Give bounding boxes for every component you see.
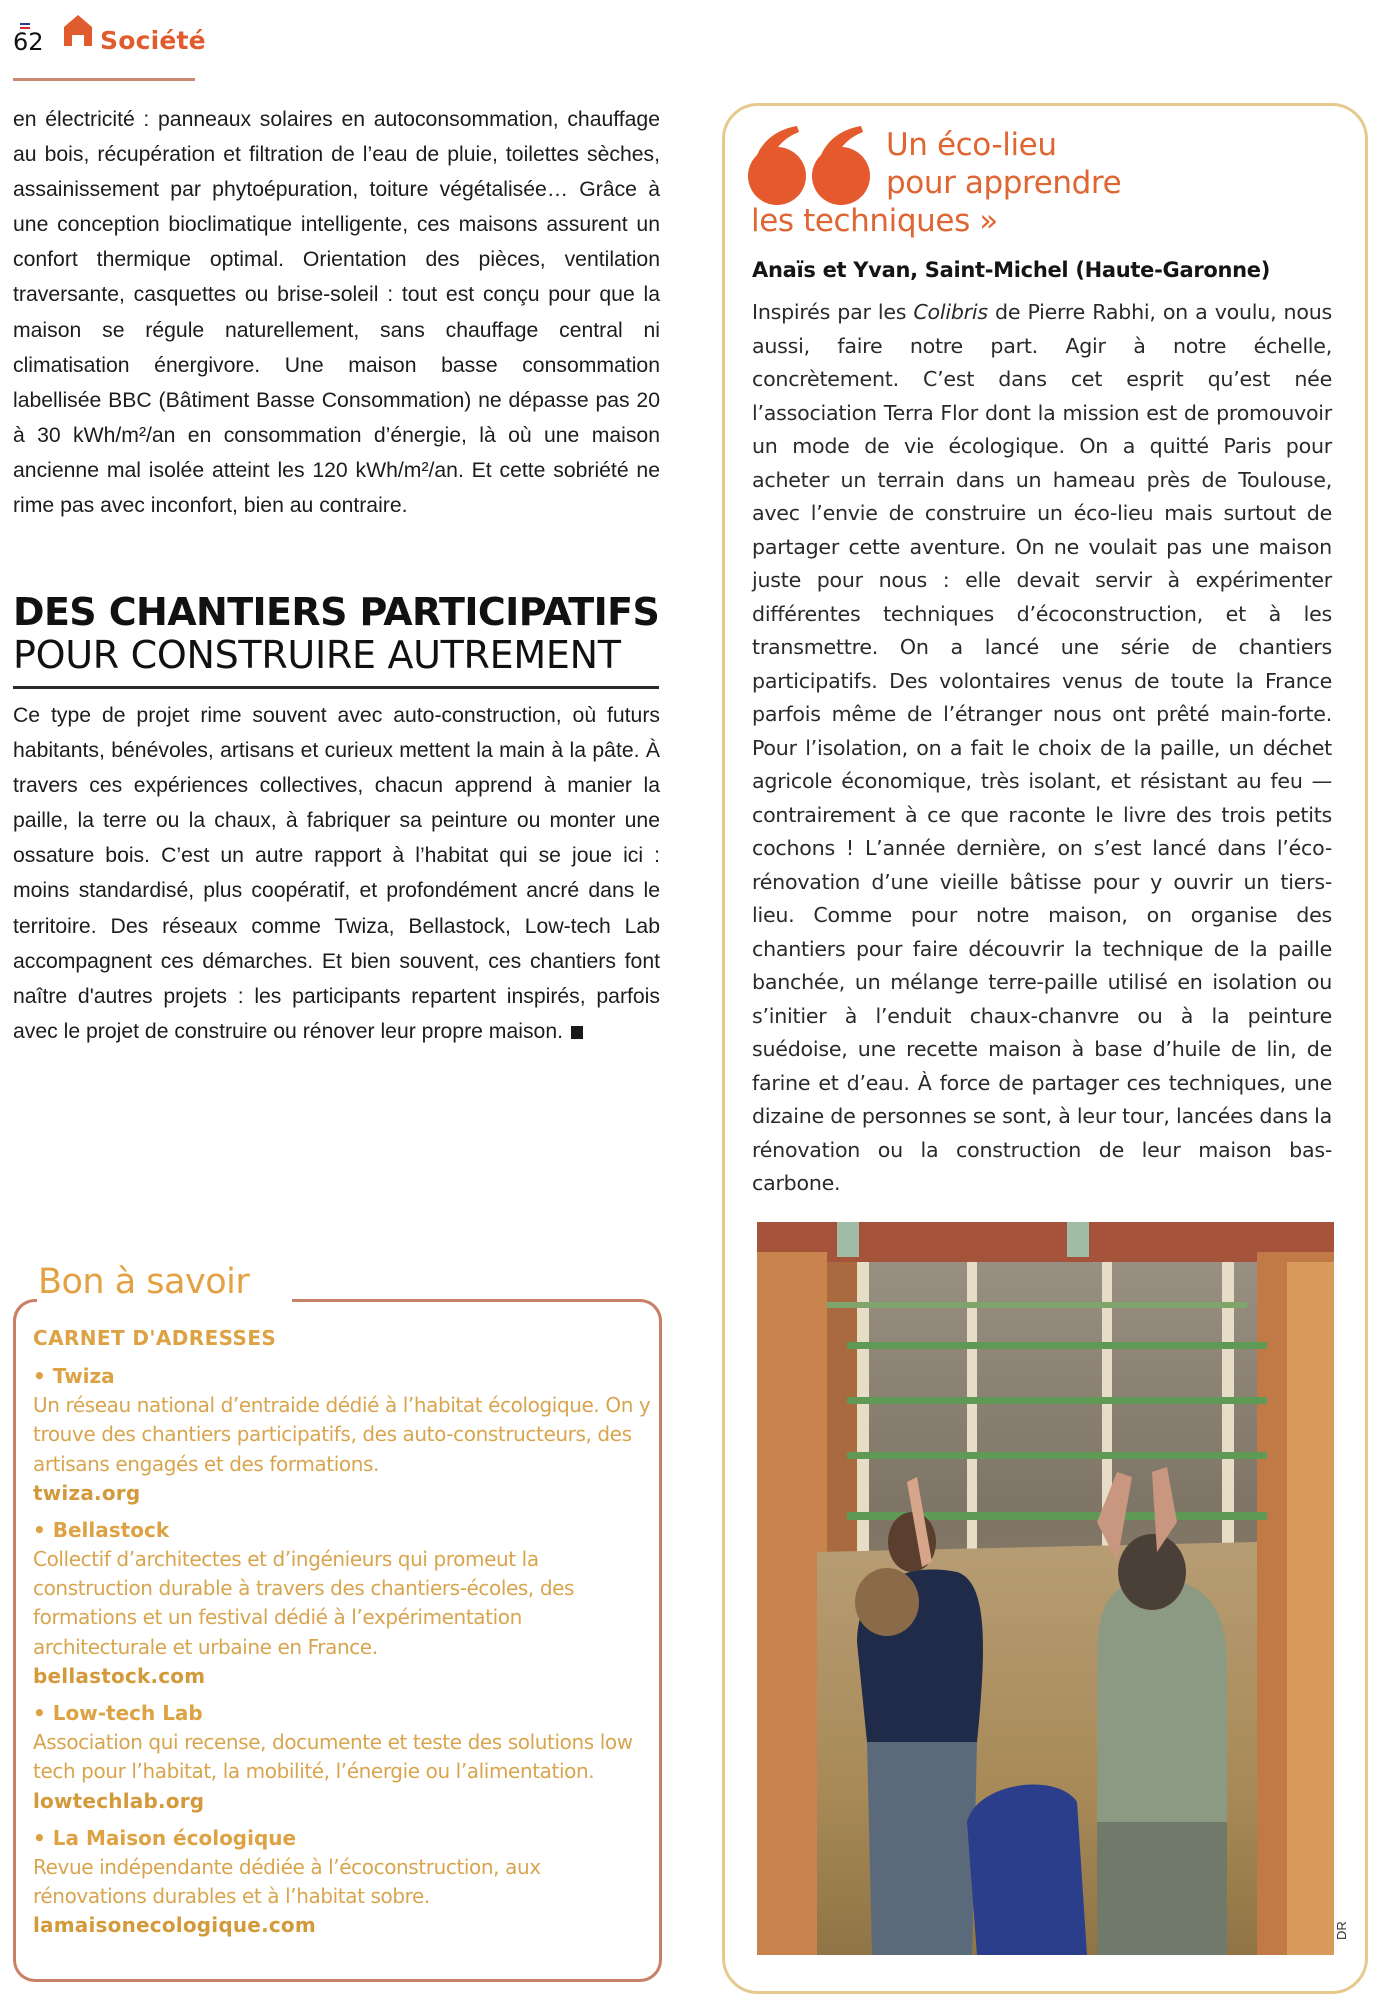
entry-link[interactable]: bellastock.com	[33, 1664, 206, 1689]
body-text: de Pierre Rabhi, on a voulu, nous aussi, faire notre part. Agir à notre échelle, concrètement. C’est dans cet esprit qu’est née l’association Terra Flor dont la mission est de promouvoir un mode de vie écologique. On a quitté Paris pour acheter un terrain dans un hameau près de Toulouse, avec l’envie de construire un éco-lieu mais surtout de partager cette aventure. On ne voulait pas une maison juste pour nous : elle devait servir à expérimenter différentes techniques d’écoconstruction, et à les transmettre. On a lancé une série de chantiers participatifs. Des volontaires venus de toute la France parfois même de l’étranger nous ont prêté main-forte. Pour l’isolation, on a fait le choix de la paille, un déchet agricole économique, très isolant, et résistant au feu — contrairement à ce que raconte le livre des trois petits cochons ! L’année dernière, on s’est lancé dans l’éco-rénovation d’une vieille bâtisse pour y ouvrir un tiers-lieu. Comme pour notre maison, on organise des chantiers pour faire découvrir la technique de la paille banchée, un mélange terre-paille utilisé en isolation ou s’initier à l’enduit chaux-chanvre ou à la peinture suédoise, une recette maison à base d’huile de lin, de farine et d’eau. À force de partager ces techniques, une dizaine de personnes se sont, à leur tour, lancées dans la rénovation ou la construction de leur maison bas-carbone.	[752, 300, 1332, 1195]
body-italic: Colibris	[913, 300, 988, 324]
entry-link[interactable]: lamaisonecologique.com	[33, 1913, 316, 1938]
address-entry-twiza	[33, 1362, 653, 1508]
heading-line-1: DES CHANTIERS PARTICIPATIFS	[13, 590, 660, 634]
title-line-1: Un éco-lieu	[886, 127, 1057, 163]
entry-description: Association qui recense, documente et teste des solutions low tech pour l’habitat, la mobilité, l’énergie ou l’alimentation.	[33, 1730, 633, 1784]
address-entry-bellastock	[33, 1516, 653, 1691]
entry-link[interactable]: lowtechlab.org	[33, 1788, 205, 1813]
entry-description: Un réseau national d’entraide dédié à l’habitat écologique. On y trouve des chantiers participatifs, des auto-constructeurs, des artisans engagés et des formations.	[33, 1393, 651, 1476]
testimony-title	[751, 126, 1351, 240]
testimony-body	[752, 296, 1332, 1201]
testimony-photo	[757, 1222, 1334, 1955]
article-intro-paragraph	[13, 102, 660, 523]
paragraph-text: Ce type de projet rime souvent avec auto-construction, où futurs habitants, bénévoles, artisans et curieux mettent la main à la pâte. À travers ces expériences collectives, chacun apprend à manier la paille, la terre ou la chaux, à fabriquer sa peinture ou monter une ossature bois. C’est un autre rapport à l’habitat qui se joue ici : moins standardisé, plus coopératif, et profondément ancré dans le territoire. Des réseaux comme Twiza, Bellastock, Low-tech Lab accompagnent ces démarches. Et bien souvent, ces chantiers font naître d'autres projets : les participants repartent inspirés, parfois avec le projet de construire ou rénover leur propre maison.	[13, 704, 660, 1043]
info-box-top-line	[292, 1299, 642, 1302]
section-label: Société	[100, 26, 206, 55]
body-lead: Inspirés par les	[752, 300, 914, 324]
entry-name: • Low-tech Lab	[33, 1701, 203, 1726]
photo-credit: DR	[1334, 1921, 1349, 1940]
entry-name: • Twiza	[33, 1364, 115, 1388]
info-box-title: Bon à savoir	[38, 1262, 250, 1302]
end-mark-icon	[571, 1026, 583, 1039]
heading-line-2: POUR CONSTRUIRE AUTREMENT	[13, 633, 621, 677]
address-book	[33, 1322, 653, 1948]
title-line-2: pour apprendre	[886, 165, 1122, 201]
photo-illustration	[757, 1222, 1334, 1955]
title-line-3: les techniques »	[751, 203, 998, 239]
address-book-heading: CARNET D'ADRESSES	[33, 1326, 277, 1350]
heading-rule	[13, 686, 659, 689]
page-number: 62	[13, 28, 44, 56]
testimony-author: Anaïs et Yvan, Saint-Michel (Haute-Garonne)	[752, 258, 1271, 282]
header-rule	[13, 78, 195, 81]
info-box-corner	[13, 1299, 37, 1323]
entry-description: Collectif d’architectes et d’ingénieurs qui promeut la construction durable à travers des chantiers-écoles, des formations et un festival dédié à l’expérimentation architecturale et urbaine en France.	[33, 1546, 575, 1659]
entry-link[interactable]: twiza.org	[33, 1480, 141, 1505]
section-heading	[13, 590, 663, 676]
article-second-paragraph	[13, 698, 660, 1049]
paragraph-text: en électricité : panneaux solaires en autoconsommation, chauffage au bois, récupération et filtration de l’eau de pluie, toilettes sèches, assainissement par phytoépuration, toiture végétalisée… Grâce à une conception bioclimatique intelligente, ces maisons assurent un confort thermique optimal. Orientation des pièces, ventilation traversante, casquettes ou brise-soleil : tout est conçu pour que la maison se régule naturellement, sans chauffage central ni climatisation énergivore. Une maison basse consommation labellisée BBC (Bâtiment Basse Consommation) ne dépasse pas 20 à 30 kWh/m²/an en consommation d’énergie, là où une maison ancienne mal isolée atteint les 120 kWh/m²/an. Et cette sobriété ne rime pas avec inconfort, bien au contraire.	[13, 108, 660, 518]
entry-name: • Bellastock	[33, 1517, 170, 1542]
address-entry-lowtech-lab	[33, 1699, 653, 1816]
address-entry-maison-ecologique	[33, 1824, 653, 1941]
entry-name: • La Maison écologique	[33, 1825, 297, 1850]
info-box-corner	[638, 1299, 662, 1323]
entry-description: Revue indépendante dédiée à l’écoconstruction, aux rénovations durables et à l’habitat sobre.	[33, 1854, 541, 1908]
house-icon	[63, 14, 93, 46]
page-header	[13, 10, 206, 85]
